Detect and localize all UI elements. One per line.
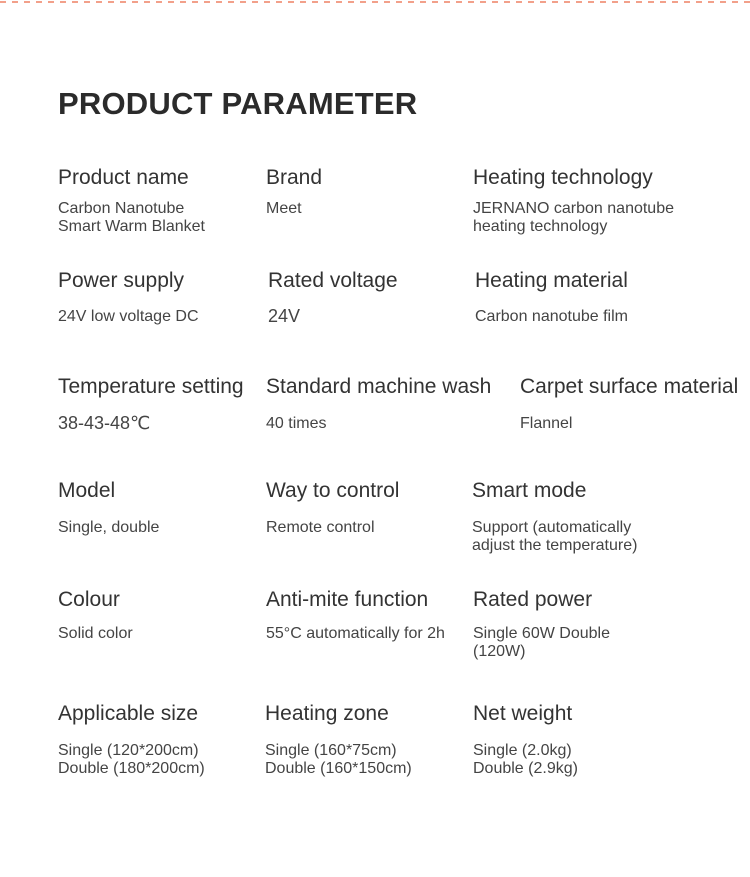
param-temperature-setting	[58, 375, 244, 432]
param-label: Heating zone	[265, 702, 389, 725]
param-value: 55°C automatically for 2h	[266, 625, 445, 642]
param-model	[58, 479, 159, 537]
param-label: Applicable size	[58, 702, 199, 725]
param-value: Single (160*75cm) Double (160*150cm)	[265, 742, 412, 777]
param-rated-voltage	[268, 269, 398, 325]
param-label: Carpet surface material	[520, 375, 739, 398]
param-value: Carbon nanotube film	[475, 308, 628, 325]
param-value: Single (2.0kg) Double (2.9kg)	[473, 742, 578, 777]
param-net-weight	[473, 702, 578, 778]
param-label: Smart mode	[472, 479, 587, 502]
param-applicable-size	[58, 702, 205, 778]
param-label: Standard machine wash	[266, 375, 492, 398]
param-way-to-control	[266, 479, 399, 537]
param-label: Brand	[266, 166, 323, 189]
param-value: Single, double	[58, 519, 160, 536]
param-power-supply	[58, 269, 199, 326]
param-value: 24V low voltage DC	[58, 308, 199, 325]
param-carpet-surface-material	[520, 375, 738, 433]
param-value: Single 60W Double (120W)	[473, 625, 610, 660]
param-heating-material	[475, 269, 628, 326]
param-product-name	[58, 166, 205, 236]
param-label: Heating technology	[473, 166, 653, 189]
param-value: Solid color	[58, 625, 133, 642]
param-label: Rated voltage	[268, 269, 398, 292]
param-smart-mode	[472, 479, 637, 555]
param-value: Single (120*200cm) Double (180*200cm)	[58, 742, 205, 777]
param-value: Carbon Nanotube Smart Warm Blanket	[58, 200, 205, 235]
param-value: JERNANO carbon nanotube heating technology	[473, 200, 674, 235]
param-anti-mite-function	[266, 588, 445, 643]
param-label: Colour	[58, 588, 120, 611]
param-label: Product name	[58, 166, 189, 189]
param-heating-technology	[473, 166, 674, 236]
top-dashed-border	[0, 0, 750, 4]
param-label: Temperature setting	[58, 375, 244, 398]
param-value: 38-43-48℃	[58, 413, 151, 433]
param-label: Net weight	[473, 702, 573, 725]
page-title: PRODUCT PARAMETER	[58, 86, 418, 121]
param-value: Support (automatically adjust the temperature)	[472, 519, 638, 554]
param-value: Remote control	[266, 519, 375, 536]
param-value: Meet	[266, 200, 302, 217]
param-value: Flannel	[520, 415, 573, 432]
param-label: Heating material	[475, 269, 628, 292]
param-label: Power supply	[58, 269, 185, 292]
param-value: 40 times	[266, 415, 327, 432]
param-standard-machine-wash	[266, 375, 491, 433]
param-colour	[58, 588, 133, 643]
param-label: Rated power	[473, 588, 593, 611]
param-label: Anti-mite function	[266, 588, 429, 611]
param-label: Model	[58, 479, 116, 502]
param-rated-power	[473, 588, 610, 661]
param-heating-zone	[265, 702, 412, 778]
param-value: 24V	[268, 306, 301, 326]
param-brand	[266, 166, 322, 218]
param-label: Way to control	[266, 479, 400, 502]
